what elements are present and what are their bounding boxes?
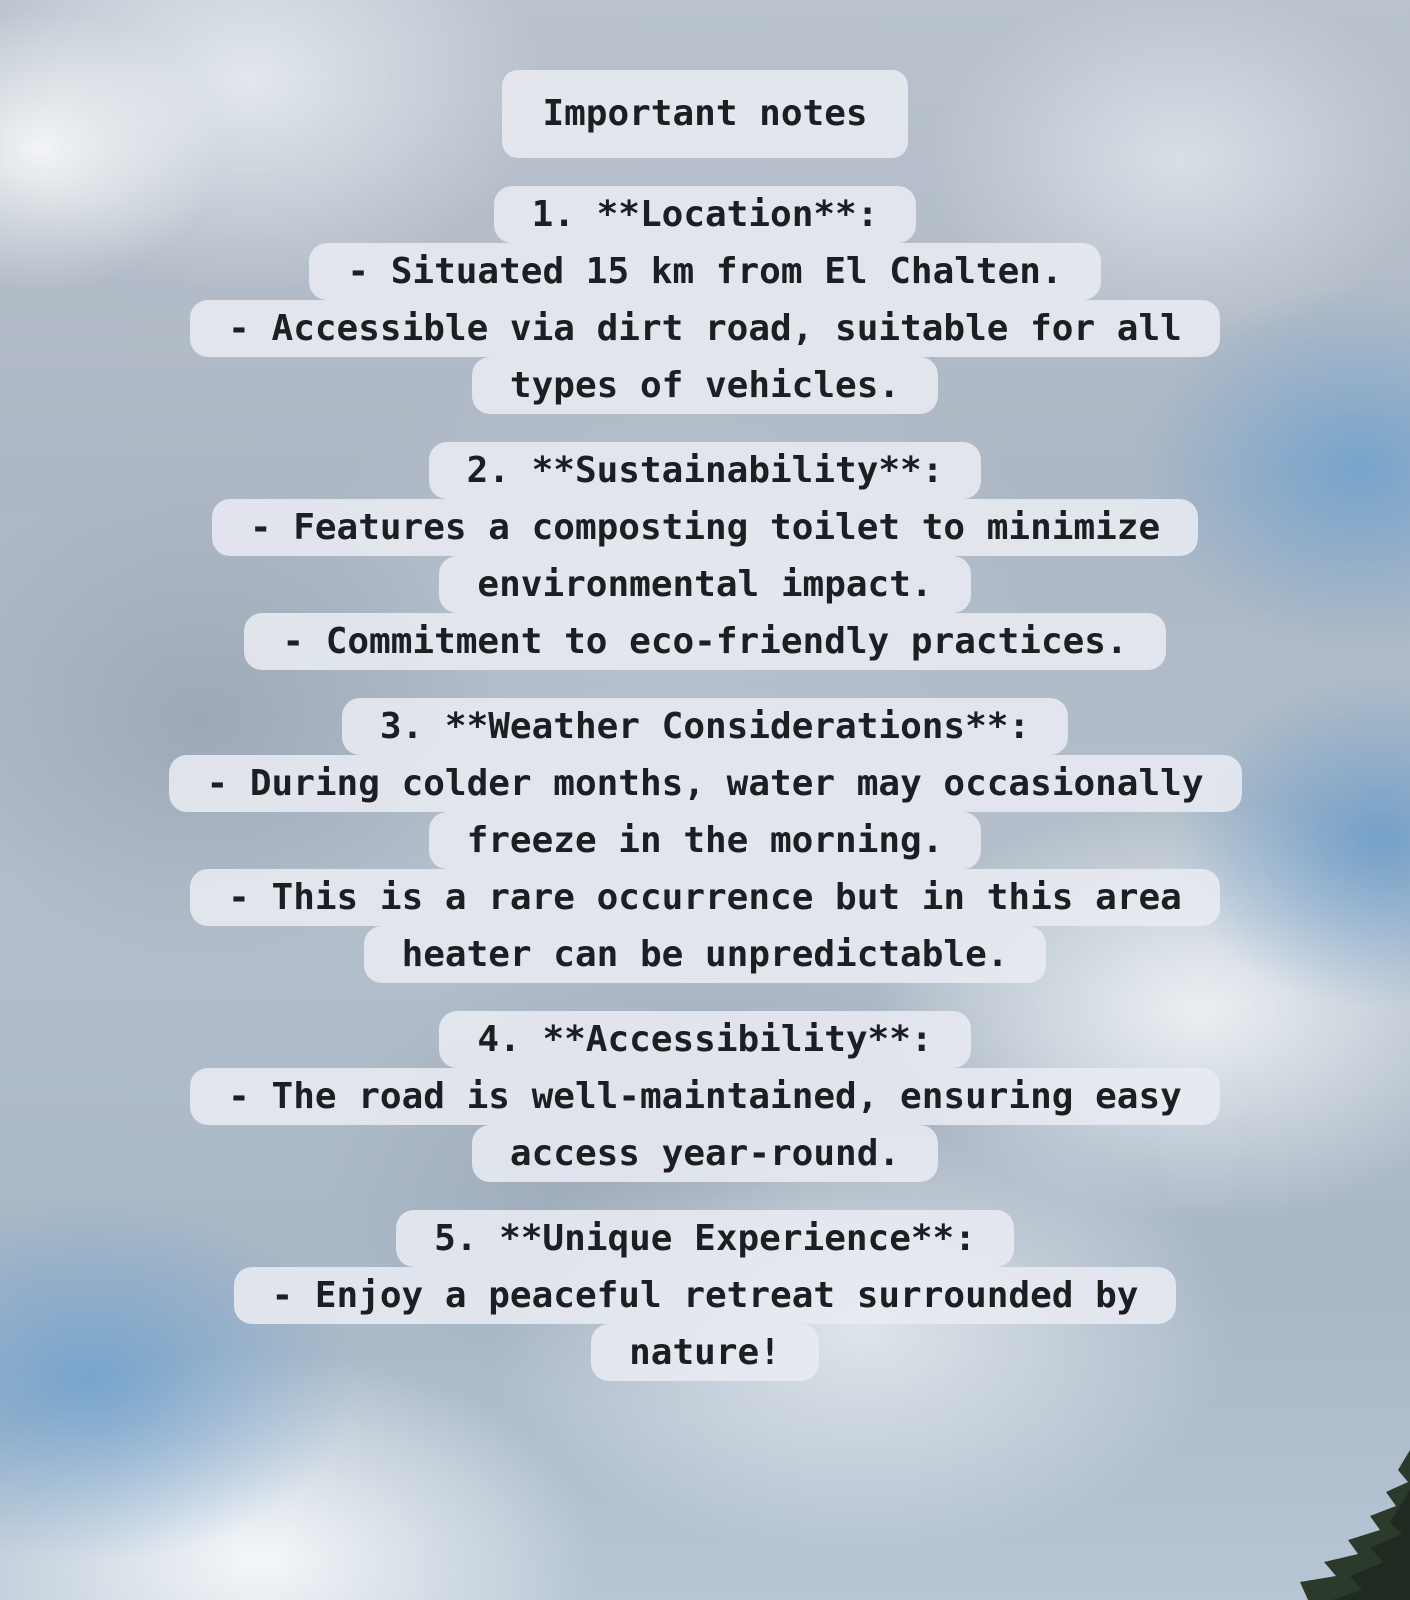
note-line: - During colder months, water may occasionally — [169, 755, 1242, 812]
note-line: access year-round. — [472, 1125, 938, 1182]
note-line: types of vehicles. — [472, 357, 938, 414]
note-line: - The road is well-maintained, ensuring easy — [190, 1068, 1220, 1125]
note-line: environmental impact. — [439, 556, 970, 613]
note-line: - Commitment to eco-friendly practices. — [244, 613, 1165, 670]
note-line: - This is a rare occurrence but in this area — [190, 869, 1220, 926]
note-line: - Enjoy a peaceful retreat surrounded by — [234, 1267, 1177, 1324]
note-line: freeze in the morning. — [429, 812, 982, 869]
note-line: - Accessible via dirt road, suitable for all — [190, 300, 1220, 357]
note-heading: 1. **Location**: — [494, 186, 917, 243]
note-section-accessibility — [190, 1011, 1220, 1182]
note-line: heater can be unpredictable. — [364, 926, 1047, 983]
note-section-sustainability — [212, 442, 1198, 670]
note-heading: 5. **Unique Experience**: — [396, 1210, 1014, 1267]
note-line: - Situated 15 km from El Chalten. — [309, 243, 1100, 300]
tree-foliage-silhouette — [1220, 1430, 1410, 1600]
note-heading: 2. **Sustainability**: — [429, 442, 982, 499]
note-line: - Features a composting toilet to minimize — [212, 499, 1198, 556]
note-section-weather — [169, 698, 1242, 983]
notes-overlay — [0, 70, 1410, 1409]
note-section-location — [190, 186, 1220, 414]
note-heading: 3. **Weather Considerations**: — [342, 698, 1068, 755]
note-heading: 4. **Accessibility**: — [439, 1011, 970, 1068]
note-line: nature! — [591, 1324, 819, 1381]
note-section-unique-experience — [234, 1210, 1177, 1381]
notes-title: Important notes — [502, 70, 907, 158]
